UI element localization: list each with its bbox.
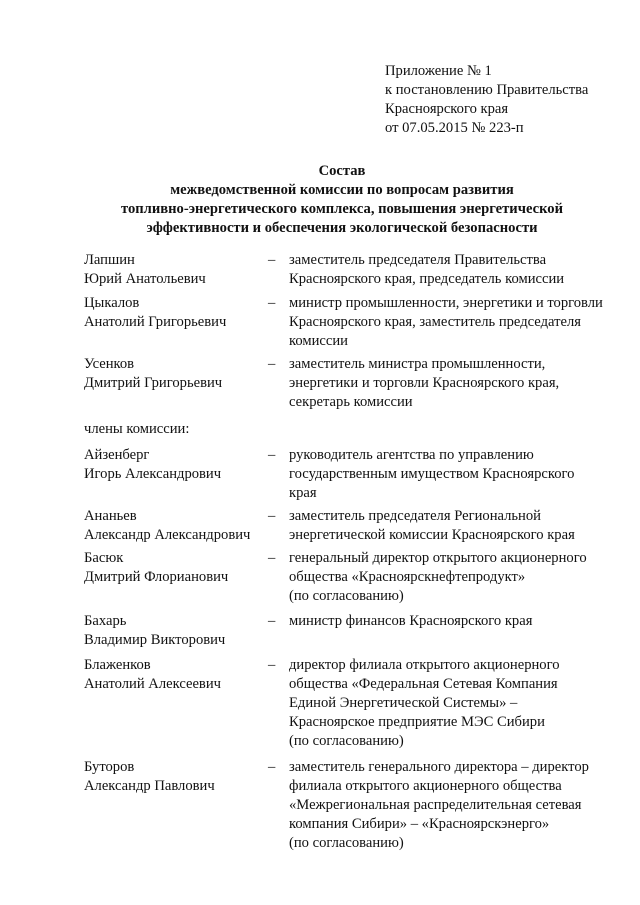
- role-line: секретарь комиссии: [289, 394, 413, 410]
- person-surname: Ананьев: [84, 508, 137, 524]
- person-name: [84, 507, 264, 545]
- dash-separator: –: [268, 295, 276, 311]
- role-line: (по согласованию): [289, 835, 404, 851]
- person-role: [289, 758, 604, 853]
- person-name: [84, 549, 264, 587]
- members-label: члены комиссии:: [84, 421, 190, 437]
- dash-separator: –: [268, 356, 276, 372]
- person-given-name: Анатолий Алексеевич: [84, 676, 221, 692]
- role-line: «Межрегиональная распределительная сетевая: [289, 797, 582, 813]
- role-line: министр промышленности, энергетики и торговли: [289, 295, 603, 311]
- person-given-name: Анатолий Григорьевич: [84, 314, 227, 330]
- role-line: компания Сибири» – «Красноярскэнерго»: [289, 816, 550, 832]
- role-line: директор филиала открытого акционерного: [289, 657, 560, 673]
- person-surname: Айзенберг: [84, 447, 150, 463]
- role-line: (по согласованию): [289, 588, 404, 604]
- person-given-name: Александр Александрович: [84, 527, 251, 543]
- role-line: генеральный директор открытого акционерного: [289, 550, 587, 566]
- role-line: филиала открытого акционерного общества: [289, 778, 562, 794]
- role-line: (по согласованию): [289, 733, 404, 749]
- person-name: [84, 355, 264, 393]
- appendix-header: [385, 62, 588, 138]
- person-surname: Усенков: [84, 356, 135, 372]
- person-name: [84, 446, 264, 484]
- person-name: [84, 656, 264, 694]
- role-line: Единой Энергетической Системы» –: [289, 695, 518, 711]
- role-line: общества «Федеральная Сетевая Компания: [289, 676, 558, 692]
- role-line: заместитель председателя Правительства: [289, 252, 547, 268]
- role-line: Красноярского края, председатель комиссии: [289, 271, 565, 287]
- title-line: межведомственной комиссии по вопросам развития: [170, 182, 514, 198]
- role-line: комиссии: [289, 333, 348, 349]
- person-given-name: Владимир Викторович: [84, 632, 226, 648]
- dash-separator: –: [268, 508, 276, 524]
- person-role: [289, 612, 604, 631]
- dash-separator: –: [268, 759, 276, 775]
- role-line: Красноярское предприятие МЭС Сибири: [289, 714, 545, 730]
- person-role: [289, 355, 604, 412]
- person-given-name: Дмитрий Флорианович: [84, 569, 229, 585]
- role-line: руководитель агентства по управлению: [289, 447, 534, 463]
- person-name: [84, 758, 264, 796]
- role-line: государственным имуществом Красноярского: [289, 466, 575, 482]
- dash-separator: –: [268, 613, 276, 629]
- person-role: [289, 549, 604, 606]
- role-line: заместитель генерального директора – директор: [289, 759, 589, 775]
- person-role: [289, 446, 604, 503]
- person-surname: Басюк: [84, 550, 124, 566]
- role-line: министр финансов Красноярского края: [289, 613, 533, 629]
- role-line: края: [289, 485, 317, 501]
- dash-separator: –: [268, 447, 276, 463]
- person-surname: Бахарь: [84, 613, 127, 629]
- appendix-line: к постановлению Правительства: [385, 82, 589, 98]
- dash-separator: –: [268, 657, 276, 673]
- person-surname: Цыкалов: [84, 295, 140, 311]
- person-role: [289, 507, 604, 545]
- role-line: заместитель председателя Региональной: [289, 508, 541, 524]
- appendix-line: Приложение № 1: [385, 63, 492, 79]
- role-line: энергетической комиссии Красноярского края: [289, 527, 575, 543]
- appendix-line: Красноярского края: [385, 101, 509, 117]
- person-surname: Буторов: [84, 759, 135, 775]
- title-line: топливно-энергетического комплекса, повышения энергетической: [120, 201, 563, 217]
- document-title: [0, 162, 640, 238]
- person-role: [289, 251, 604, 289]
- role-line: Красноярского края, заместитель председателя: [289, 314, 581, 330]
- person-given-name: Дмитрий Григорьевич: [84, 375, 223, 391]
- dash-separator: –: [268, 550, 276, 566]
- person-surname: Блаженков: [84, 657, 151, 673]
- appendix-line: от 07.05.2015 № 223-п: [385, 120, 524, 136]
- role-line: энергетики и торговли Красноярского края,: [289, 375, 560, 391]
- dash-separator: –: [268, 252, 276, 268]
- person-name: [84, 612, 264, 650]
- person-given-name: Юрий Анатольевич: [84, 271, 206, 287]
- person-name: [84, 294, 264, 332]
- role-line: общества «Красноярскнефтепродукт»: [289, 569, 526, 585]
- person-surname: Лапшин: [84, 252, 135, 268]
- person-given-name: Игорь Александрович: [84, 466, 222, 482]
- person-role: [289, 294, 604, 351]
- person-name: [84, 251, 264, 289]
- person-role: [289, 656, 604, 751]
- person-given-name: Александр Павлович: [84, 778, 215, 794]
- title-line: эффективности и обеспечения экологической безопасности: [146, 220, 538, 236]
- title-line: Состав: [318, 163, 366, 179]
- role-line: заместитель министра промышленности,: [289, 356, 546, 372]
